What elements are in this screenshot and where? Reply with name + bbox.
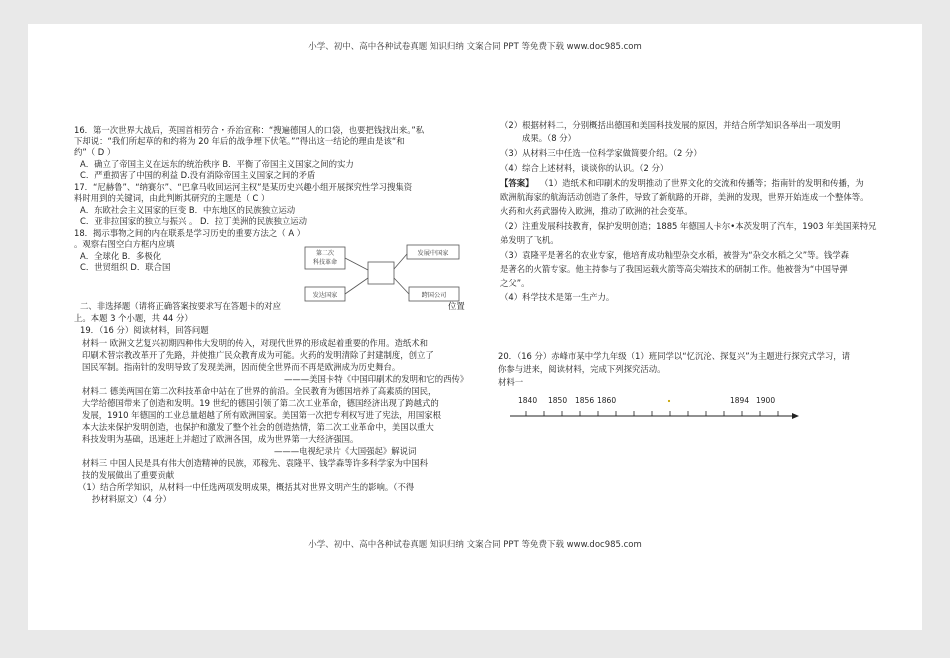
answer-label: 【答案】: [500, 178, 534, 188]
q19-line: 科技发明为基础，迅速赶上并超过了欧洲各国，成为世界第一大经济强国。: [82, 434, 359, 444]
answer-line: 火药和火药武器传入欧洲，推动了欧洲的社会变革。: [500, 206, 693, 216]
q19-line: 抄材料原文）（4 分）: [92, 494, 172, 504]
q19-line: 技的发展做出了重要贡献: [82, 470, 175, 480]
q19-line: 本大法来保护发明创造，也保护和激发了整个社会的创造热情，第二次工业革命中，美国以重大: [82, 422, 434, 432]
timeline: [506, 392, 806, 426]
section2-title: 上。本题 3 个小题，共 44 分）: [74, 313, 193, 323]
answer-line: （4）科学技术是第一生产力。: [500, 292, 615, 302]
q19-line: 印刷术替宗教改革开了先路，并使推广民众教育成为可能。火药的发明清除了封建制度，创立了: [82, 350, 434, 360]
q19-subquestion: 成果。（8 分）: [522, 133, 577, 143]
timeline-arrow-icon: [792, 413, 799, 419]
q20-line: 20．（16 分）赤峰市某中学九年级（1）班同学以“忆沉沦、探复兴”为主题进行探究式学习，请: [498, 351, 851, 361]
page-footer: 小学、初中、高中各种试卷真题 知识归纳 文案合同 PPT 等免费下载 www.doc985.com: [308, 540, 642, 550]
diagram-label: 第二次: [315, 250, 335, 257]
q16-option: A．确立了帝国主义在远东的统治秩序 B．平衡了帝国主义国家之间的实力: [80, 159, 354, 169]
timeline-label: 1860: [597, 396, 617, 405]
answer-line: （1）造纸术和印刷术的发明推动了世界文化的交流和传播等；指南针的发明和传播，为: [540, 178, 864, 188]
q17-option: C．亚非拉国家的独立与振兴 。 D．拉丁美洲的民族独立运动: [80, 216, 307, 226]
answer-line: 之父”。: [500, 278, 530, 288]
q20-line: 你参与进来，阅读材料，完成下列探究活动。: [498, 364, 666, 374]
q19-line: 大学给德国带来了创造和发明。19 世纪的德国引领了第二次工业革命，德国经济出现了跨越式的: [82, 398, 439, 408]
q19-line: 19．（16 分）阅读材料，回答问题: [80, 325, 209, 335]
diagram-label: 发达国家: [312, 292, 338, 299]
diagram-blank-box: [368, 262, 394, 284]
q16-line: 16．第一次世界大战后，英国首相劳合・乔治宣称：“搜遍德国人的口袋，也要把钱找出来。”私: [74, 125, 425, 135]
q19-source: ———美国卡特《中国印刷术的发明和它的西传》: [284, 374, 469, 384]
answer-line: 是著名的火箭专家。他主持参与了我国运载火箭等高尖端技术的研制工作。他被誉为“中国导弹: [500, 264, 848, 274]
q16-line: 约”（ D ）: [74, 147, 116, 157]
exam-page: [28, 24, 922, 630]
q19-line: 国民军制。指南针的发明导致了发现美洲，因而使全世界而不再是欧洲成为历史舞台。: [82, 362, 401, 372]
answer-line: 欧洲航海家的航海活动创造了条件，导致了新航路的开辟，美洲的发现，世界开始连成一个整体等。: [500, 192, 869, 202]
q19-line: 材料三 中国人民是具有伟大创造精神的民族，邓稼先、袁隆平、钱学森等许多科学家为中国科: [82, 458, 429, 468]
q19-subquestion: （3）从材料三中任选一位科学家做简要介绍。（2 分）: [500, 148, 702, 158]
answer-line: （3）袁隆平是著名的农业专家，他培育成功籼型杂交水稻，被誉为“杂交水稻之父”等。钱学森: [500, 250, 850, 260]
q19-line: 材料二 德美两国在第二次科技革命中站在了世界的前沿。全民教育为德国培养了高素质的国民，: [82, 386, 437, 396]
timeline-label: 1856: [575, 396, 595, 405]
diagram-label: 科技革命: [312, 259, 338, 266]
timeline-marker-dot: [668, 400, 670, 402]
section2-title: 二、非选择题（请将正确答案按要求写在答题卡的对应: [80, 301, 281, 311]
q17-line: 料时用到的关键词，由此判断其研究的主题是（ C ）: [74, 193, 270, 203]
timeline-label: 1840: [518, 396, 538, 405]
q18-option: A．全球化 B．多极化: [80, 251, 162, 261]
q17-line: 17．“尼赫鲁”、“纳赛尔”、“巴拿马收回运河主权”是某历史兴趣小组开展探究性学习搜集资: [74, 182, 413, 192]
diagram-label: 跨国公司: [421, 292, 447, 299]
q19-subquestion: （2）根据材料二，分别概括出德国和美国科技发展的原因，并结合所学知识各举出一项发明: [500, 120, 841, 130]
q17-option: A．东欧社会主义国家的巨变 B．中东地区的民族独立运动: [80, 205, 296, 215]
relationship-diagram: [304, 242, 466, 306]
diagram-label: 发展中国家: [417, 250, 449, 257]
answer-line: （2）注重发展科技教育，保护发明创造；1885 年德国人卡尔•本茨发明了汽车，1903 年美国莱特兄: [500, 221, 877, 231]
q18-line: 。观察右图空白方框内应填: [74, 239, 175, 249]
timeline-label: 1894: [730, 396, 750, 405]
timeline-label: 1900: [756, 396, 776, 405]
q18-option: C．世贸组织 D．联合国: [80, 262, 171, 272]
q18-line: 18．揭示事物之间的内在联系是学习历史的重要方法之（ A ）: [74, 228, 306, 238]
q20-line: 材料一: [498, 377, 524, 387]
q19-line: 发展，1910 年德国的工业总量超越了所有欧洲国家。美国第一次把专利权写进了宪法，用国家根: [82, 410, 441, 420]
q16-option: C．严重损害了中国的利益 D.没有消除帝国主义国家之间的矛盾: [80, 170, 316, 180]
q16-line: 下却说：“我们所起草的和约将为 20 年后的战争埋下伏笔。””得出这一结论的理由是该“和: [74, 136, 405, 146]
answer-line: 弟发明了飞机。: [500, 235, 559, 245]
timeline-label: 1850: [548, 396, 568, 405]
q19-subquestion: （4）综合上述材料，谈谈你的认识。（2 分）: [500, 163, 669, 173]
q19-line: （1）结合所学知识，从材料一中任选两项发明成果，概括其对世界文明产生的影响。（不得: [78, 482, 415, 492]
q19-source: ———电视纪录片《大国强起》解说词: [274, 446, 417, 456]
page-header: 小学、初中、高中各种试卷真题 知识归纳 文案合同 PPT 等免费下载 www.doc985.com: [308, 42, 642, 52]
section2-title: 位置: [448, 301, 465, 311]
q19-line: 材料一 欧洲文艺复兴初期四种伟大发明的传入，对现代世界的形成起着重要的作用。造纸术和: [82, 338, 429, 348]
